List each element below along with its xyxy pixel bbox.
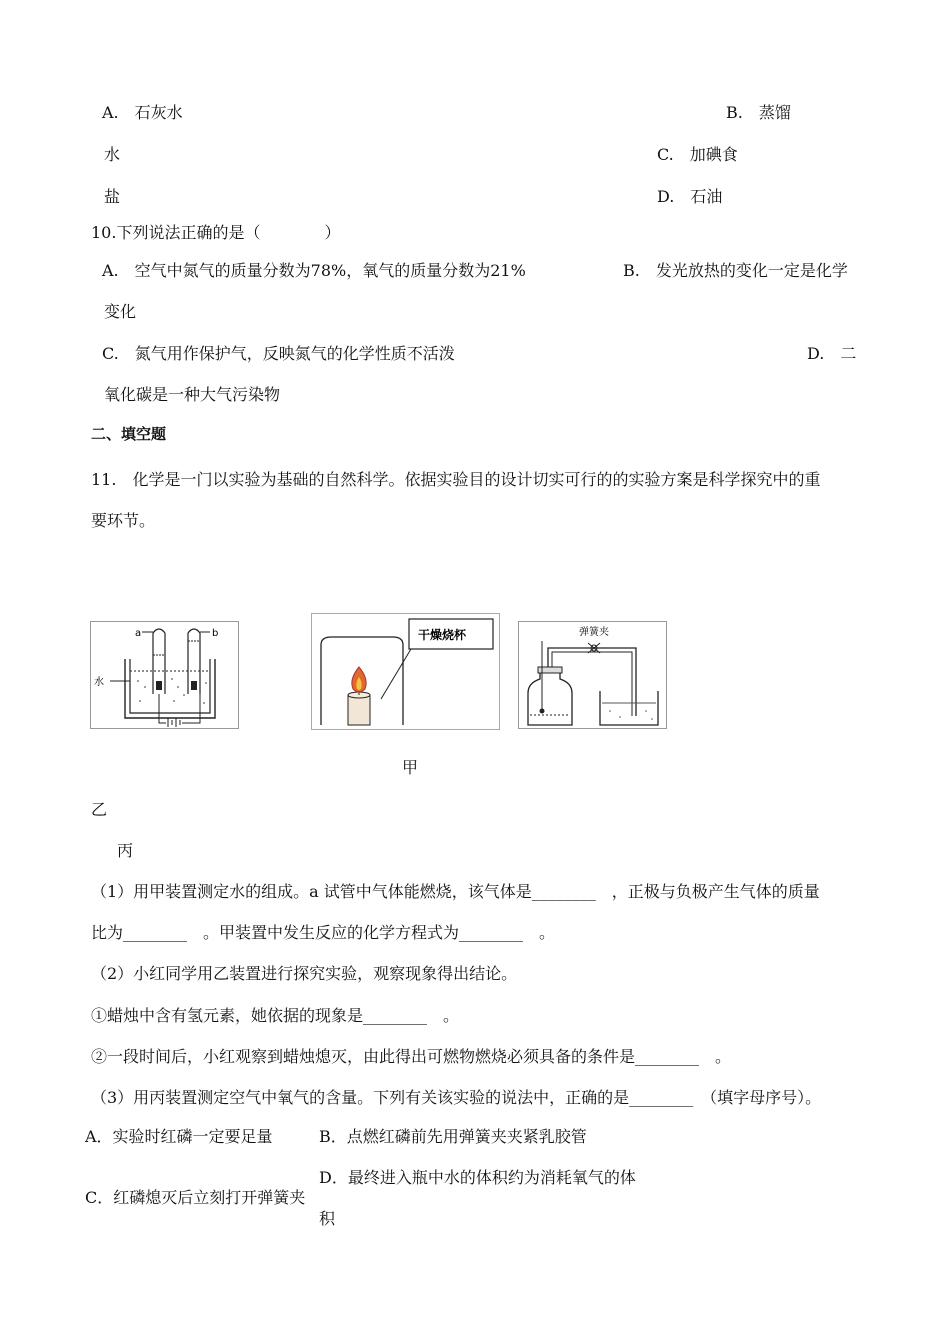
q9-option-c: C. 加碘食 (657, 145, 738, 164)
q9-option-b: B. 蒸馏 (726, 103, 791, 122)
q10-option-a: A. 空气中氮气的质量分数为78%，氧气的质量分数为21% (102, 261, 526, 280)
q11-option-b: B．点燃红磷前先用弹簧夹夹紧乳胶管 (319, 1127, 587, 1146)
q9-option-d: D. 石油 (657, 187, 723, 206)
q11-stem-line1: 11. 化学是一门以实验为基础的自然科学。依据实验目的设计切实可行的的实验方案是科学探究中的重 (91, 470, 821, 489)
q11-part2-2: ②一段时间后，小红观察到蜡烛熄灭，由此得出可燃物燃烧必须具备的条件是________ 。 (91, 1047, 732, 1066)
q10-option-d: D. 二 (807, 344, 857, 363)
label-spring-clamp: 弹簧夹 (579, 627, 609, 638)
q11-part2-1: ①蜡烛中含有氢元素，她依据的现象是________ 。 (91, 1006, 460, 1025)
q11-part2: （2）小红同学用乙装置进行探究实验，观察现象得出结论。 (91, 964, 518, 983)
q11-part1-line1: （1）用甲装置测定水的组成。a 试管中气体能燃烧，该气体是________ ，正极与负极产生气体的质量 (91, 882, 820, 901)
label-a: a (135, 628, 142, 639)
label-water: 水 (94, 677, 104, 688)
q11-option-a: A．实验时红磷一定要足量 (85, 1127, 273, 1146)
caption-bing: 丙 (117, 841, 134, 860)
caption-jia: 甲 (402, 758, 419, 777)
q11-option-d: D．最终进入瓶中水的体积约为消耗氧气的体 (319, 1168, 636, 1187)
q11-option-c: C．红磷熄灭后立刻打开弹簧夹 (85, 1188, 306, 1207)
q9-option-b-continued: 水 (104, 145, 121, 164)
q11-stem-line2: 要环节。 (91, 511, 156, 530)
figure-jia-electrolysis (90, 621, 239, 729)
q10-stem: 10.下列说法正确的是（ ） (91, 223, 341, 242)
q9-option-a: A. 石灰水 (102, 103, 183, 122)
q11-part1-line2: 比为________ 。甲装置中发生反应的化学方程式为________ 。 (91, 923, 556, 942)
figure-yi-candle (311, 613, 500, 730)
q10-option-b: B. 发光放热的变化一定是化学 (623, 261, 848, 280)
q11-option-d-continued: 积 (319, 1209, 336, 1228)
q10-option-c: C. 氮气用作保护气，反映氮气的化学性质不活泼 (102, 344, 455, 363)
q10-option-b-continued: 变化 (104, 302, 137, 321)
q11-part3: （3）用丙装置测定空气中氧气的含量。下列有关该实验的说法中，正确的是________ （填字母序号）。 (91, 1088, 822, 1107)
section-heading: 二、填空题 (91, 425, 167, 443)
figure-bing-oxygen-content (518, 621, 667, 729)
label-b: b (212, 628, 219, 639)
q9-option-c-continued: 盐 (104, 187, 121, 206)
label-dry-beaker: 干燥烧杯 (418, 628, 467, 642)
caption-yi: 乙 (91, 800, 108, 819)
q10-option-d-continued: 氧化碳是一种大气污染物 (104, 385, 281, 404)
